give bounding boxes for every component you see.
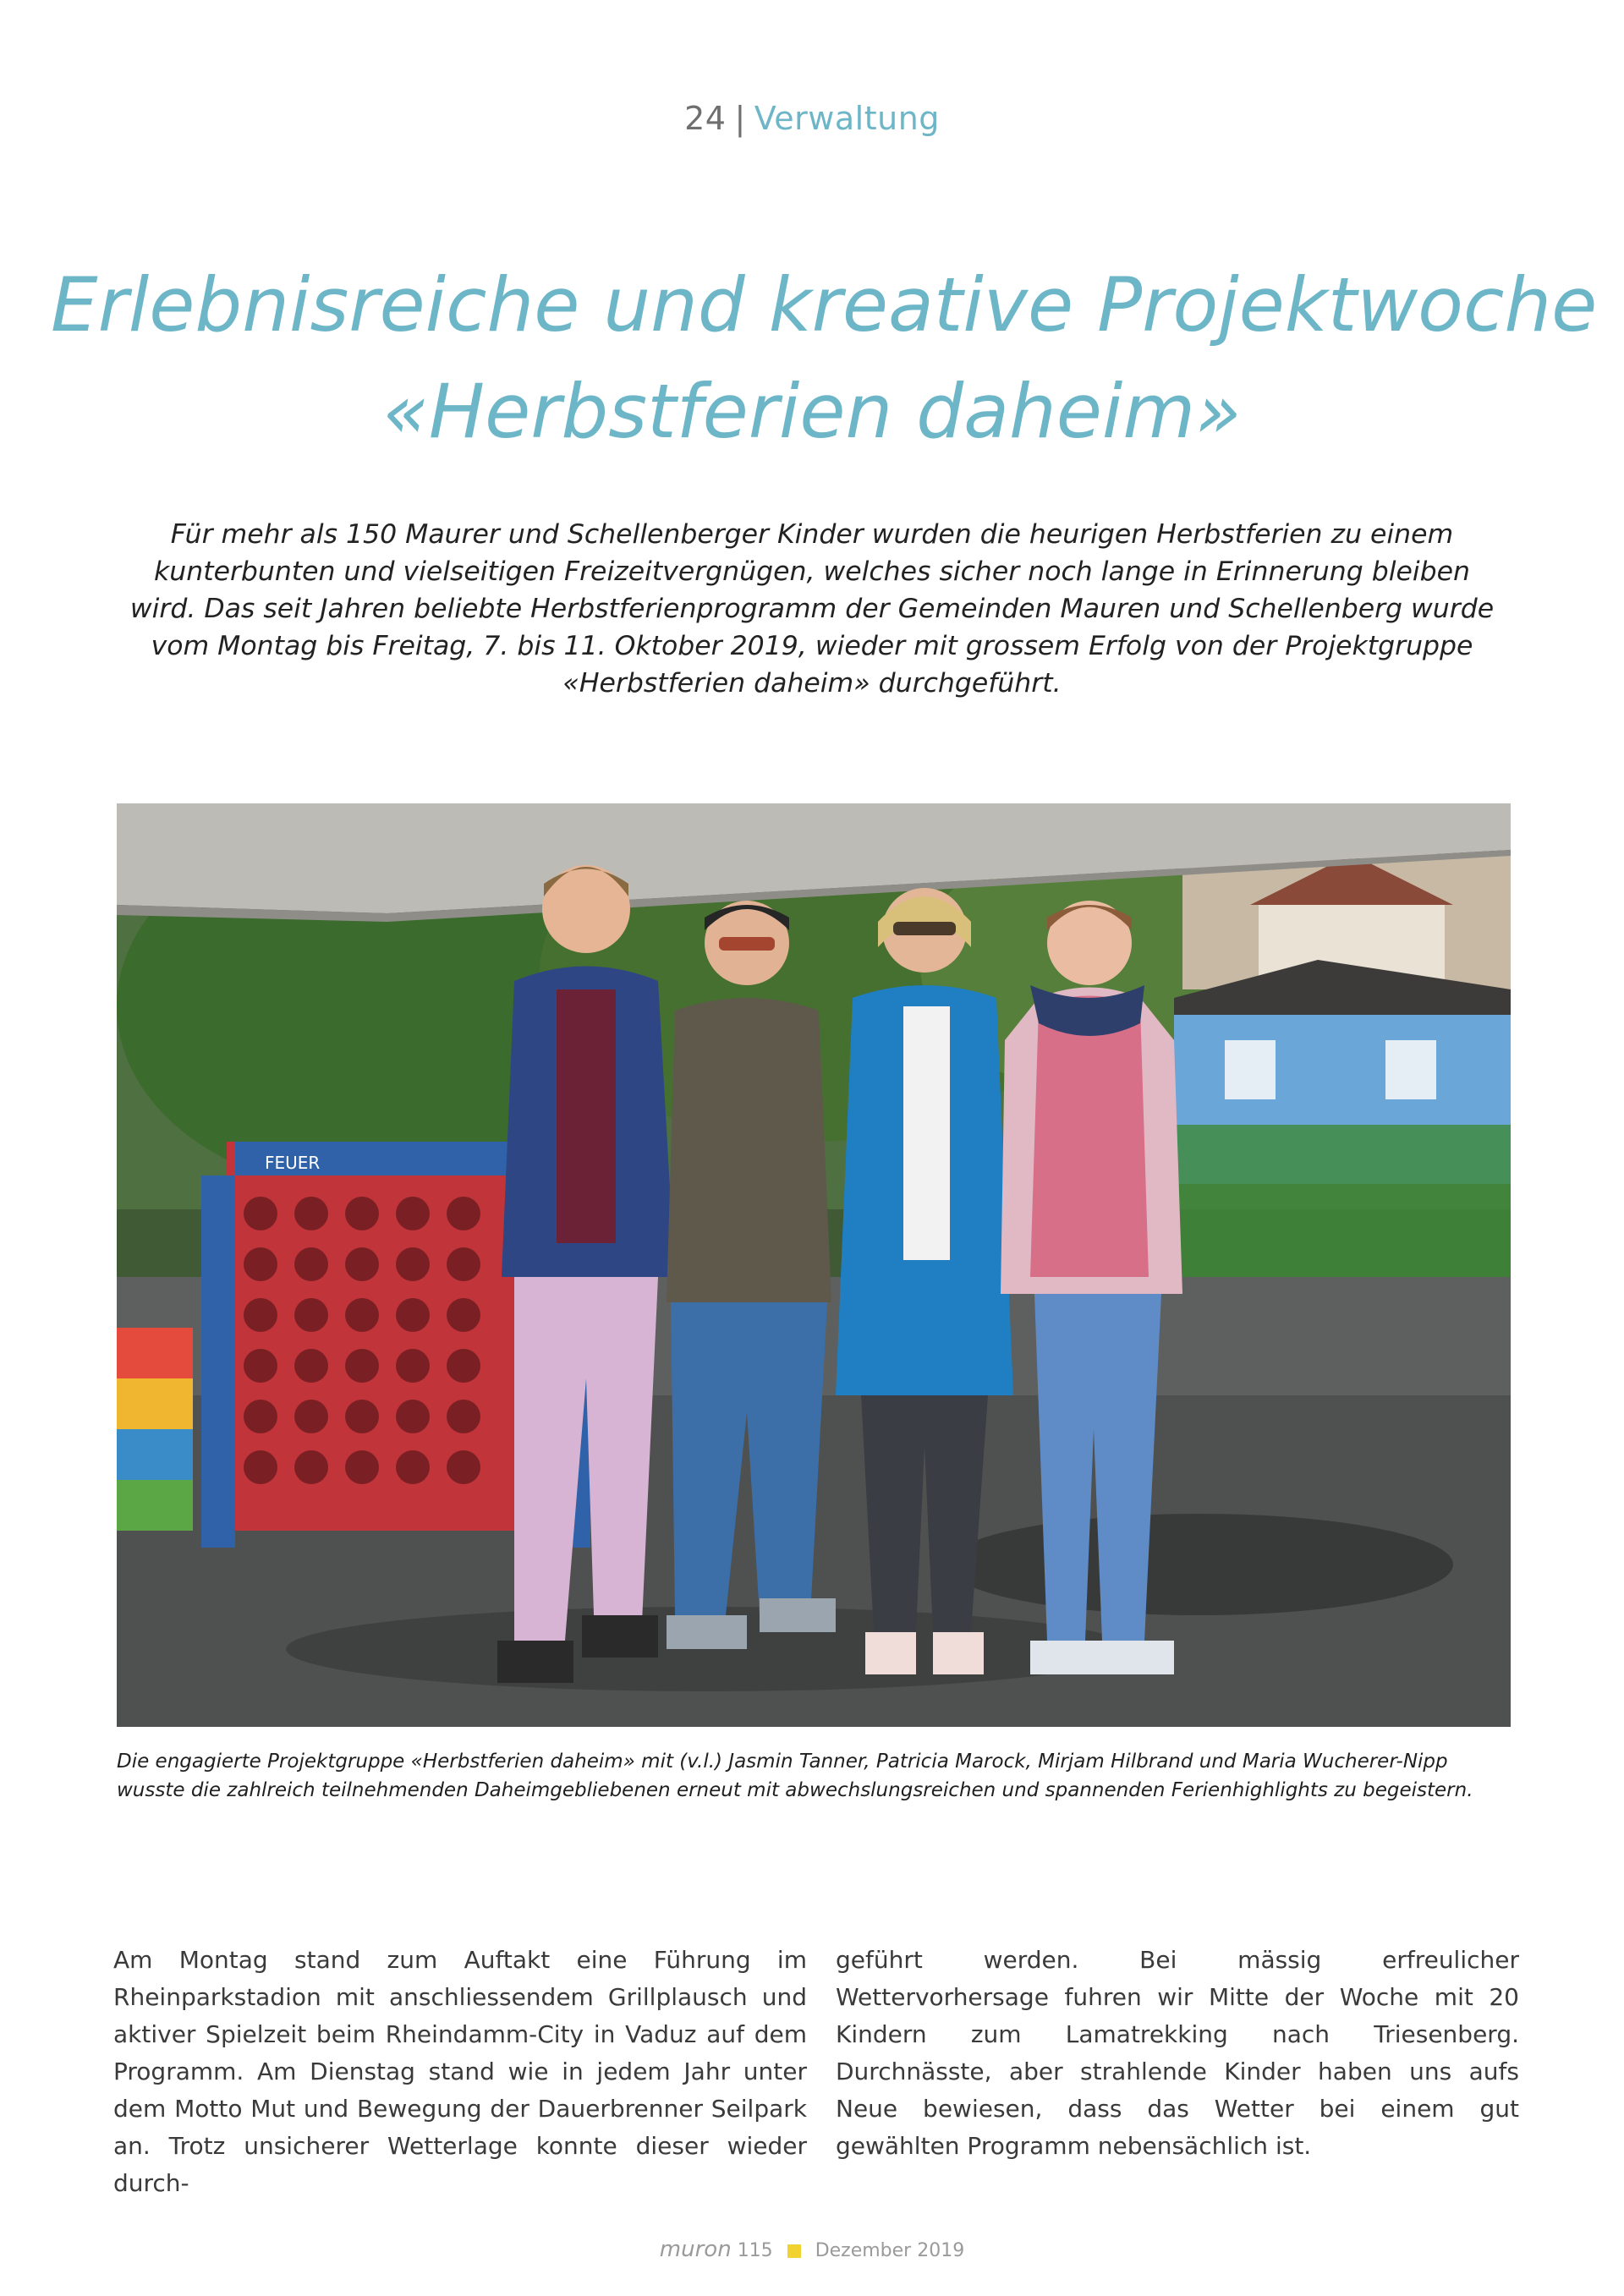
footer-date: Dezember 2019 — [815, 2240, 965, 2261]
title-line-1: Erlebnisreiche und kreative Projektwoche — [51, 261, 1598, 348]
article-lead: Für mehr als 150 Maurer und Schellenberger Kinder wurden die heurigen Herbstferien zu einem kunterbunten und vielseitigen Freizeitvergnügen, welches sicher noch lange in Erinnerung bleiben wird. Das seit Jahren beliebte Herbstferienprogramm der Gemeinden Mauren und Schellenberg wurde vom Montag bis Freitag, 7. bis 11. Oktober 2019, wieder mit grossem Erfolg von der Projektgruppe «Herbstferien daheim» durchgeführt. — [129, 519, 1495, 699]
photo-illustration — [117, 803, 1511, 1727]
title-line-2: «Herbstferien daheim» — [382, 368, 1242, 455]
page-header — [0, 100, 1624, 137]
game-sign-text: FEUER — [265, 1153, 321, 1173]
page-footer — [0, 2237, 1624, 2262]
group-photo — [117, 803, 1511, 1727]
section-name: Verwaltung — [754, 100, 940, 137]
footer-square-icon — [787, 2244, 801, 2258]
page-number: 24 — [684, 100, 727, 137]
body-column-right: geführt werden. Bei mässig erfreulicher Wettervorhersage fuhren wir Mitte der Woche mit 20 Kindern zum Lamatrekking nach Triesenberg. Durchnässte, aber strahlende Kinder haben uns aufs Neue bewiesen, dass das Wetter bei einem gut gewählten Programm nebensächlich ist. — [836, 1946, 1519, 2160]
header-separator: | — [734, 100, 746, 137]
footer-issue: 115 — [737, 2240, 773, 2261]
article-title — [51, 252, 1598, 465]
body-column-left: Am Montag stand zum Auftakt eine Führung im Rheinparkstadion mit anschliessendem Grillplausch und aktiver Spielzeit beim Rheindamm-City in Vaduz auf dem Programm. Am Dienstag stand wie in jedem Jahr unter dem Motto Mut und Bewegung der Dauerbrenner Seilpark an. Trotz unsicherer Wetterlage konnte dieser wieder durch- — [113, 1946, 807, 2197]
photo-caption: Die engagierte Projektgruppe «Herbstferien daheim» mit (v.l.) Jasmin Tanner, Patricia Marock, Mirjam Hilbrand und Maria Wucherer-Nipp wusste die zahlreich teilnehmenden Daheimgebliebenen erneut mit abwechslungsreichen und spannenden Ferienhighlights zu begeistern. — [117, 1751, 1473, 1801]
footer-brand: muron — [659, 2237, 732, 2262]
